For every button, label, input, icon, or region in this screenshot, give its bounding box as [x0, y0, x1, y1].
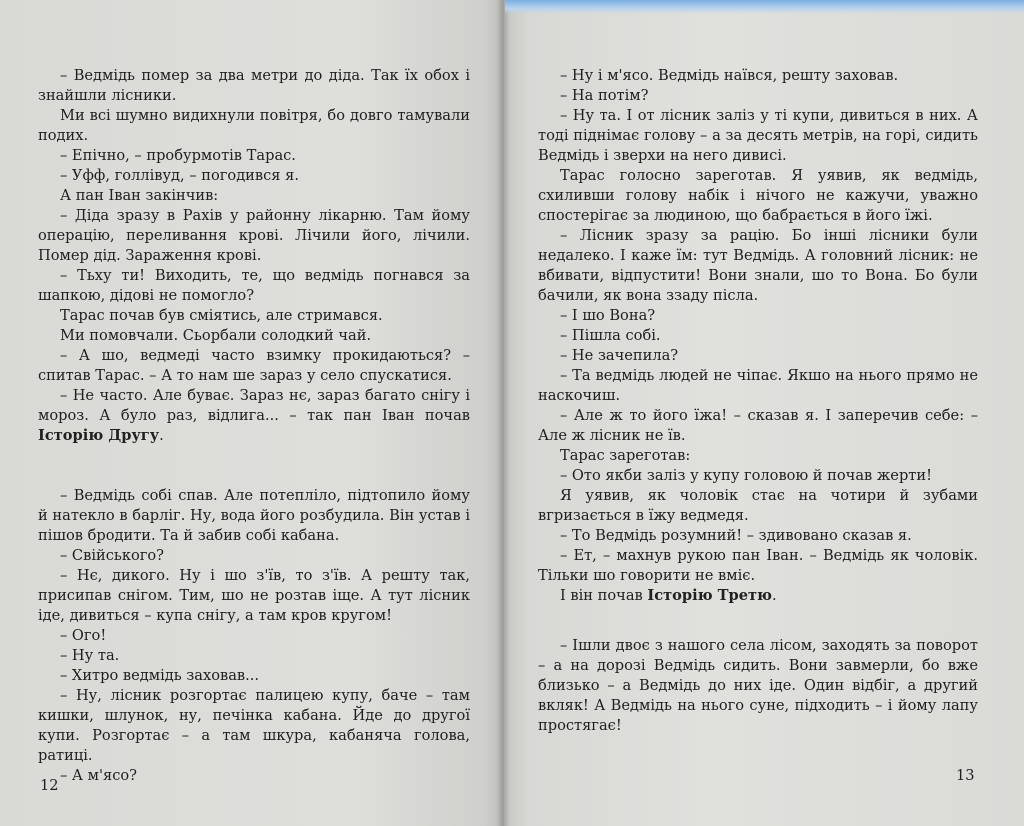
paragraph: – Не зачепила? — [560, 347, 679, 364]
right-page-text — [538, 66, 978, 736]
background-edge — [505, 0, 1024, 14]
paragraph: – Пішла собі. — [560, 327, 661, 344]
paragraph: Тарас голосно зареготав. Я уявив, як ведмідь, схиливши голову набік і нічого не кажучи, уважно спостерігає за людиною, що бабрається в його їжі. — [538, 167, 978, 224]
paragraph: – Але ж то його їжа! – сказав я. І заперечив себе: – Але ж лісник не їв. — [538, 407, 978, 444]
paragraph: – Хитро ведмідь заховав... — [60, 667, 260, 684]
paragraph: – Ого! — [60, 627, 107, 644]
paragraph: – І шо Вона? — [560, 307, 656, 324]
paragraph: – Ет, – махнув рукою пан Іван. – Ведмідь як чоловік. Тільки шо говорити не вміє. — [538, 547, 978, 584]
left-page — [0, 0, 504, 826]
paragraph: – Ведмідь собі спав. Але потепліло, підтопило йому й натекло в барліг. Ну, вода його розбудила. Він устав і пішов бродити. Та й забив собі кабана. — [38, 487, 470, 544]
section-break — [538, 606, 978, 636]
paragraph: – Ну та. — [60, 647, 120, 664]
paragraph: – А м'ясо? — [60, 767, 137, 784]
book-gutter-shadow — [496, 0, 510, 826]
story-title-second: Історію Другу — [38, 427, 160, 444]
paragraph-end: . — [159, 427, 164, 444]
paragraph: – Та ведмідь людей не чіпає. Якшо на нього прямо не наскочиш. — [538, 367, 978, 404]
paragraph: Я уявив, як чоловік стає на чотири й зубами вгризається в їжу ведмедя. — [538, 487, 978, 524]
paragraph: – Уфф, голлівуд, – погодився я. — [60, 167, 299, 184]
paragraph: – Ну і м'ясо. Ведмідь наївся, решту заховав. — [560, 67, 899, 84]
paragraph: – А шо, ведмеді часто взимку прокидаються? – спитав Тарас. – А то нам ше зараз у село спускатися. — [38, 347, 470, 384]
paragraph: – На потім? — [560, 87, 649, 104]
left-page-text — [38, 66, 470, 786]
paragraph: – Ну, лісник розгортає палицею купу, баче – там кишки, шлунок, ну, печінка кабана. Йде до другої купи. Розгортає – а там шкура, кабаняча голова, ратиці. — [38, 687, 470, 764]
paragraph: Тарас почав був сміятись, але стримався. — [60, 307, 383, 324]
paragraph-end: . — [772, 587, 777, 604]
paragraph: – Ну та. І от лісник заліз у ті купи, дивиться в них. А тоді піднімає голову – а за десять метрів, на горі, сидить Ведмідь і зверхи на него дивисі. — [538, 107, 978, 164]
paragraph: – Тьху ти! Виходить, те, що ведмідь погнався за шапкою, дідові не помогло? — [38, 267, 470, 304]
section-break — [38, 446, 470, 486]
paragraph-text: І він почав — [560, 587, 648, 604]
paragraph: – Свійського? — [60, 547, 164, 564]
paragraph: Ми помовчали. Сьорбали солодкий чай. — [60, 327, 372, 344]
paragraph: А пан Іван закінчив: — [60, 187, 219, 204]
paragraph: Ми всі шумно видихнули повітря, бо довго тамували подих. — [38, 107, 470, 144]
paragraph-story-title — [538, 586, 978, 606]
paragraph: – То Ведмідь розумний! – здивовано сказав я. — [560, 527, 912, 544]
paragraph: – Ото якби заліз у купу головою й почав жерти! — [560, 467, 932, 484]
paragraph-story-title — [38, 386, 470, 446]
paragraph: Тарас зареготав: — [560, 447, 691, 464]
page-number-left: 12 — [40, 777, 59, 794]
paragraph: – Лісник зразу за рацію. Бо інші лісники були недалеко. І каже їм: тут Ведмідь. А головний лісник: не вбивати, відпустити! Вони знали, шо то Вона. Бо були бачили, як вона ззаду післа. — [538, 227, 978, 304]
paragraph: – Діда зразу в Рахів у районну лікарню. Там йому операцію, переливання крові. Лічили його, лічили. Помер дід. Зараження крові. — [38, 207, 470, 264]
paragraph: – Нє, дикого. Ну і шо з'їв, то з'їв. А решту так, присипав снігом. Тим, шо не розтав іще. А тут лісник іде, дивиться – купа снігу, а там кров кругом! — [38, 567, 470, 624]
paragraph: – Епічно, – пробурмотів Тарас. — [60, 147, 296, 164]
page-number-right: 13 — [956, 767, 975, 784]
paragraph: – Ведмідь помер за два метри до діда. Так їх обох і знайшли лісники. — [38, 67, 470, 104]
paragraph: – Ішли двоє з нашого села лісом, заходять за поворот – а на дорозі Ведмідь сидить. Вони завмерли, бо вже близько – а Ведмідь до них іде. Один відбіг, а другий вкляк! А Ведмідь на нього суне, підходить – і йому лапу простягає! — [538, 637, 978, 734]
story-title-third: Історію Третю — [647, 587, 773, 604]
paragraph-text: – Не часто. Але буває. Зараз нє, зараз багато снігу і мороз. А було раз, відлига... – так пан Іван почав — [38, 387, 470, 424]
right-page — [504, 0, 1024, 826]
